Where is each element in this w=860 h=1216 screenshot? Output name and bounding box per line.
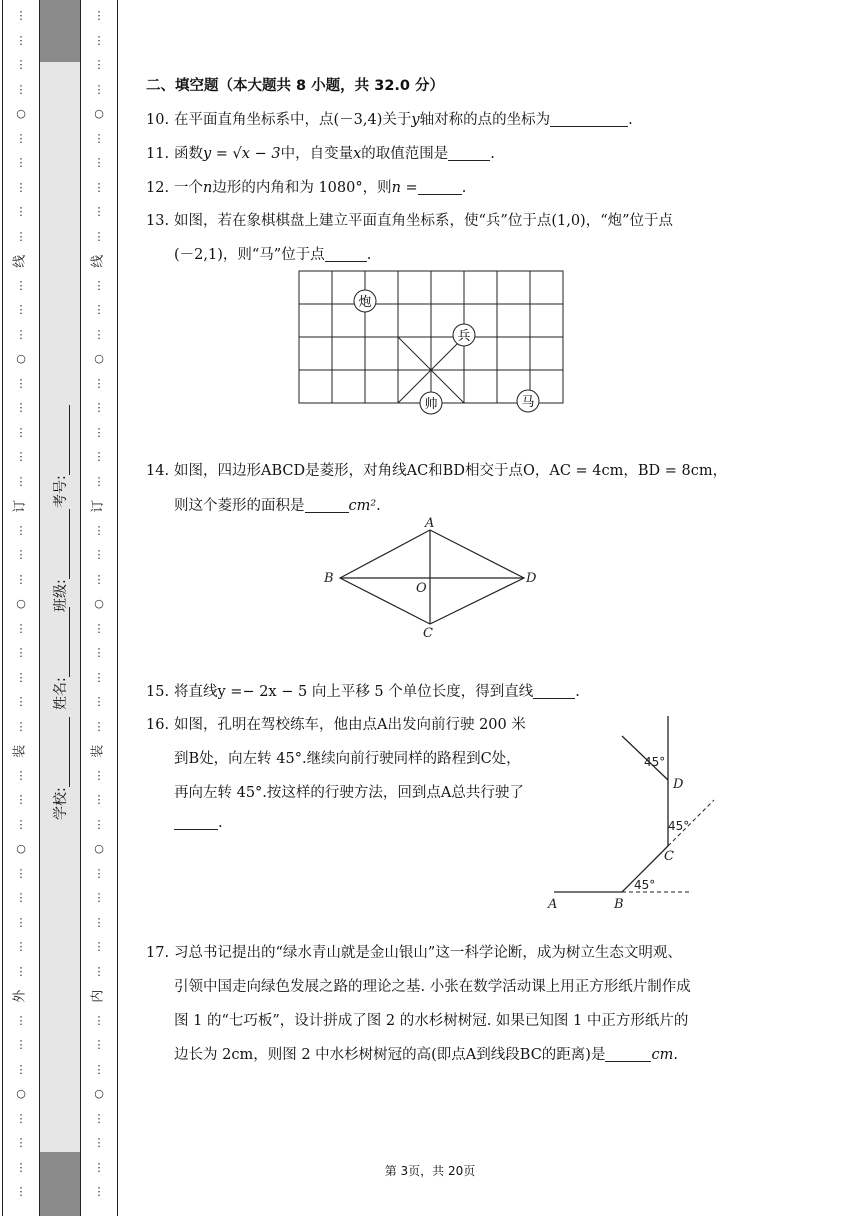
binding-dot: ⋮ <box>93 1111 105 1125</box>
binding-dot: ⋮ <box>15 646 27 659</box>
question-12: 12. 一个n边形的内角和为 1080°，则n = . <box>146 180 467 196</box>
binding-dot: ⋮ <box>15 229 27 243</box>
binding-dot: ⋮ <box>93 131 105 145</box>
binding-dot: ⋮ <box>15 401 27 414</box>
binding-dot: ⋮ <box>15 450 27 463</box>
binding-label: 线 <box>12 254 28 268</box>
binding-dot: ⋮ <box>93 1013 105 1027</box>
svg-text:45°: 45° <box>644 755 666 769</box>
binding-circle: ○ <box>16 107 26 120</box>
binding-circle: ○ <box>94 352 104 365</box>
binding-label: 线 <box>90 254 106 268</box>
label-o: O <box>416 581 427 596</box>
binding-dot: ⋮ <box>93 229 105 243</box>
question-10: 10. 在平面直角坐标系中，点(－3,4)关于y轴对称的点的坐标为 . <box>146 112 633 128</box>
binding-dot: ⋮ <box>93 572 105 586</box>
answer-blank[interactable] <box>605 1061 651 1062</box>
label-b: B <box>324 571 334 586</box>
binding-dot: ⋮ <box>93 1062 105 1076</box>
binding-dot: ⋮ <box>93 303 105 316</box>
binding-dot: ⋮ <box>93 915 105 929</box>
binding-dot: ⋮ <box>15 82 27 96</box>
binding-dot: ⋮ <box>93 278 105 292</box>
binding-dot: ⋮ <box>93 866 105 880</box>
class-field[interactable]: 班级: <box>50 509 70 612</box>
binding-dot: ⋮ <box>15 58 27 71</box>
binding-dot: ⋮ <box>93 180 105 194</box>
label-c: C <box>664 849 674 864</box>
answer-blank[interactable] <box>533 698 575 699</box>
binding-dot: ⋮ <box>15 474 27 488</box>
binding-dot: ⋮ <box>15 670 27 684</box>
name-field[interactable]: 姓名: <box>50 607 70 710</box>
section-title: 二、填空题（本大题共 8 小题，共 32.0 分） <box>146 78 445 94</box>
binding-dot: ⋮ <box>15 964 27 978</box>
answer-blank[interactable] <box>325 261 367 262</box>
binding-dot: ⋮ <box>15 548 27 561</box>
binding-dot: ⋮ <box>93 940 105 953</box>
binding-dot: ⋮ <box>93 964 105 978</box>
page-footer: 第 3页，共 20页 <box>384 1164 476 1178</box>
binding-dot: ⋮ <box>15 278 27 292</box>
question-16: 16. 如图，孔明在驾校练车，他由点A出发向前行驶 200 米 <box>146 717 526 733</box>
binding-label-cell <box>92 984 105 1009</box>
answer-blank[interactable] <box>550 126 628 127</box>
binding-dot: ⋮ <box>93 891 105 904</box>
binding-dot: ⋮ <box>15 425 27 439</box>
svg-text:45°: 45° <box>668 819 690 833</box>
label-c: C <box>423 626 433 641</box>
question-17-line3: 图 1 的“七巧板”，设计拼成了图 2 的水杉树树冠. 如果已知图 1 中正方形纸片的 <box>174 1013 689 1029</box>
binding-dot: ⋮ <box>15 695 27 708</box>
binding-dot: ⋮ <box>93 646 105 659</box>
binding-label: 装 <box>12 744 28 758</box>
binding-label-cell <box>14 249 27 274</box>
question-14-line2: 则这个菱形的面积是 cm². <box>174 498 381 514</box>
binding-circle: ○ <box>94 842 104 855</box>
question-16-line4: . <box>174 815 223 831</box>
question-13: 13. 如图，若在象棋棋盘上建立平面直角坐标系，使“兵”位于点(1,0)，“炮”位于点 <box>146 213 674 229</box>
binding-dot: ⋮ <box>93 474 105 488</box>
piece-ma <box>517 390 539 412</box>
binding-label-cell <box>14 494 27 519</box>
chess-board-figure <box>296 268 566 418</box>
binding-dot: ⋮ <box>93 205 105 218</box>
binding-dot: ⋮ <box>15 940 27 953</box>
question-17-line4: 边长为 2cm，则图 2 中水杉树树冠的高(即点A到线段BC的距离)是 cm. <box>174 1047 678 1063</box>
binding-dot: ⋮ <box>93 621 105 635</box>
inner-dotted-line <box>80 4 118 1205</box>
binding-dot: ⋮ <box>93 719 105 733</box>
binding-circle: ○ <box>16 1087 26 1100</box>
binding-dot: ⋮ <box>15 866 27 880</box>
binding-dot: ⋮ <box>93 9 105 22</box>
binding-dot: ⋮ <box>93 1160 105 1174</box>
binding-dot: ⋮ <box>93 768 105 782</box>
binding-dot: ⋮ <box>15 180 27 194</box>
svg-text:兵: 兵 <box>457 329 471 344</box>
binding-dot: ⋮ <box>15 768 27 782</box>
binding-circle: ○ <box>16 352 26 365</box>
binding-dot: ⋮ <box>93 401 105 414</box>
binding-dot: ⋮ <box>93 156 105 169</box>
binding-label-cell <box>92 739 105 764</box>
question-11: 11. 函数y = √x − 3中，自变量x的取值范围是 . <box>146 146 495 162</box>
binding-dot: ⋮ <box>15 156 27 169</box>
binding-dot: ⋮ <box>15 327 27 341</box>
route-figure <box>540 712 730 912</box>
binding-label: 外 <box>12 989 28 1003</box>
binding-dot: ⋮ <box>15 303 27 316</box>
binding-dot: ⋮ <box>15 1160 27 1174</box>
question-16-line3: 再向左转 45°.按这样的行驶方法，回到点A总共行驶了 <box>174 785 524 801</box>
binding-label-cell <box>14 739 27 764</box>
answer-blank[interactable] <box>448 160 490 161</box>
svg-text:炮: 炮 <box>358 295 372 310</box>
binding-dot: ⋮ <box>93 425 105 439</box>
label-d: D <box>673 777 684 792</box>
binding-circle: ○ <box>94 1087 104 1100</box>
binding-dot: ⋮ <box>93 1136 105 1149</box>
binding-dot: ⋮ <box>15 33 27 47</box>
label-a: A <box>425 516 435 531</box>
piece-pao <box>354 290 376 312</box>
binding-label-cell <box>92 249 105 274</box>
binding-dot: ⋮ <box>15 9 27 22</box>
answer-blank[interactable] <box>418 194 462 195</box>
binding-dot: ⋮ <box>93 58 105 71</box>
binding-dot: ⋮ <box>15 1136 27 1149</box>
binding-dot: ⋮ <box>15 1185 27 1198</box>
binding-dot: ⋮ <box>93 33 105 47</box>
binding-circle: ○ <box>94 107 104 120</box>
piece-bing <box>453 324 475 346</box>
binding-dot: ⋮ <box>15 131 27 145</box>
strip-dark-top <box>40 0 80 62</box>
binding-dot: ⋮ <box>93 695 105 708</box>
binding-dot: ⋮ <box>93 523 105 537</box>
binding-circle: ○ <box>16 842 26 855</box>
binding-label: 装 <box>90 744 106 758</box>
binding-circle: ○ <box>94 597 104 610</box>
binding-dot: ⋮ <box>15 817 27 831</box>
binding-dot: ⋮ <box>15 1062 27 1076</box>
label-d: D <box>526 571 537 586</box>
question-17: 17. 习总书记提出的“绿水青山就是金山银山”这一科学论断，成为树立生态文明观、 <box>146 945 682 961</box>
binding-dot: ⋮ <box>15 523 27 537</box>
label-b: B <box>614 897 624 912</box>
binding-dot: ⋮ <box>93 670 105 684</box>
binding-dot: ⋮ <box>93 817 105 831</box>
question-16-line2: 到B处，向左转 45°.继续向前行驶同样的路程到C处， <box>174 751 521 767</box>
svg-text:帅: 帅 <box>424 397 438 412</box>
binding-dot: ⋮ <box>15 1111 27 1125</box>
binding-dot: ⋮ <box>93 450 105 463</box>
binding-dot: ⋮ <box>15 793 27 806</box>
binding-dot: ⋮ <box>15 719 27 733</box>
outer-dotted-line <box>2 4 40 1205</box>
binding-dot: ⋮ <box>15 376 27 390</box>
exam-number-field[interactable]: 考号: <box>50 405 70 508</box>
binding-dot: ⋮ <box>93 548 105 561</box>
binding-label: 订 <box>12 499 28 513</box>
binding-dot: ⋮ <box>15 205 27 218</box>
school-field[interactable]: 学校: <box>50 717 70 820</box>
binding-label-cell <box>92 494 105 519</box>
question-14: 14. 如图，四边形ABCD是菱形，对角线AC和BD相交于点O，AC = 4cm，BD = 8cm， <box>146 463 728 479</box>
binding-label: 内 <box>90 989 106 1003</box>
binding-dot: ⋮ <box>93 1185 105 1198</box>
question-15: 15. 将直线y =− 2x − 5 向上平移 5 个单位长度，得到直线 . <box>146 684 580 700</box>
svg-text:45°: 45° <box>634 878 656 892</box>
binding-dot: ⋮ <box>93 376 105 390</box>
binding-dot: ⋮ <box>93 82 105 96</box>
binding-label: 订 <box>90 499 106 513</box>
binding-circle: ○ <box>16 597 26 610</box>
svg-text:马: 马 <box>521 395 535 410</box>
binding-dot: ⋮ <box>15 915 27 929</box>
binding-dot: ⋮ <box>93 327 105 341</box>
binding-dot: ⋮ <box>15 572 27 586</box>
piece-shuai <box>420 392 442 414</box>
binding-dot: ⋮ <box>93 1038 105 1051</box>
binding-dot: ⋮ <box>15 1038 27 1051</box>
label-a: A <box>548 897 558 912</box>
rhombus-figure <box>318 512 548 642</box>
question-13-line2: (－2,1)，则“马”位于点 . <box>174 247 372 263</box>
binding-dot: ⋮ <box>93 793 105 806</box>
question-17-line2: 引领中国走向绿色发展之路的理论之基. 小张在数学活动课上用正方形纸片制作成 <box>174 979 691 995</box>
answer-blank[interactable] <box>174 829 218 830</box>
binding-dot: ⋮ <box>15 1013 27 1027</box>
binding-dot: ⋮ <box>15 891 27 904</box>
binding-label-cell <box>14 984 27 1009</box>
binding-dot: ⋮ <box>15 621 27 635</box>
